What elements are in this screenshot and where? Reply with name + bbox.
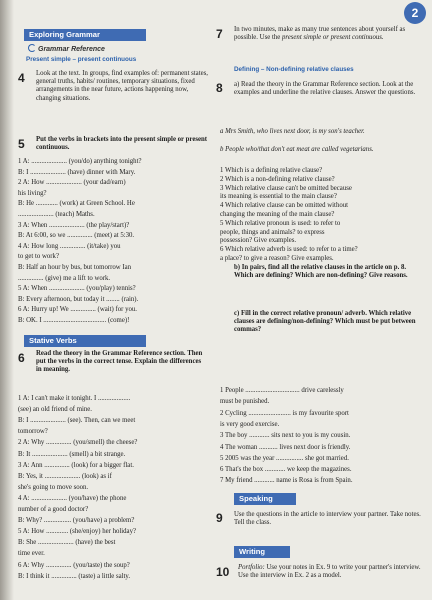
sentence-line: is very good exercise.: [220, 420, 280, 428]
stative-verbs-header: Stative Verbs: [24, 335, 146, 347]
sentence-line: 6 That's the box ............ we keep the magazines.: [220, 466, 352, 474]
dialogue-line: B: Yes, it ..................... (look) as if: [18, 472, 112, 480]
question-line: people, things and animals? to express: [220, 228, 325, 236]
exercise-6-instruction: Read the theory in the Grammar Reference section. Then put the verbs in the correct tense. Explain the differences in meaning.: [36, 350, 203, 374]
exercise-5-instruction: Put the verbs in brackets into the present simple or present continuous.: [36, 136, 208, 152]
speaking-header: Speaking: [234, 493, 296, 505]
dialogue-line: B: He ............. (work) at Green School. He: [18, 200, 135, 208]
dialogue-line: she's going to move soon.: [18, 483, 89, 491]
example-a: a Mrs Smith, who lives next door, is my son's teacher.: [220, 128, 365, 135]
sentence-line: 4 The woman ........... lives next door is friendly.: [220, 443, 351, 451]
dialogue-line: B: OK. I ..................................... (come)!: [18, 317, 130, 324]
dialogue-line: B: I ..................... (see). Then, can we meet: [18, 417, 136, 425]
writing-header: Writing: [234, 546, 290, 558]
dialogue-line: 2 A: Why ............... (you/smell) the cheese?: [18, 439, 138, 447]
exercise-8c-instruction: c) Fill in the correct relative pronoun/ adverb. Which relative clauses are defining/non-defining? Which must be put between commas?: [234, 310, 416, 334]
relative-clauses-title: Defining – Non-defining relative clauses: [234, 66, 354, 73]
dialogue-line: B: I think it ............... (taste) a little salty.: [18, 572, 131, 580]
question-line: 5 Which relative pronoun is used: to refer to: [220, 219, 341, 227]
question-line: 3 Which relative clause can't be omitted because: [220, 184, 352, 192]
dialogue-line: (see) an old friend of mine.: [18, 406, 92, 414]
exercise-8b-instruction: b) In pairs, find all the relative clauses in the article on p. 8. Which are defining? Which are non-defining? Give reasons.: [234, 264, 408, 280]
page-binding-shadow: [0, 0, 14, 600]
sentence-line: 2 Cycling ......................... is my favourite sport: [220, 409, 349, 417]
dialogue-line: his living?: [18, 189, 47, 197]
dialogue-line: 2 A: How ..................... (your dad/earn): [18, 179, 126, 187]
dialogue-line: B: She ..................... (have) the best: [18, 539, 116, 547]
exploring-grammar-header: Exploring Grammar: [24, 29, 146, 41]
example-b: b People who/that don't eat meat are called vegetarians.: [220, 146, 374, 153]
question-line: 2 Which is a non-defining relative clause?: [220, 175, 335, 183]
exercise-9-number: 9: [216, 511, 223, 525]
dialogue-line: 1 A: I can't make it tonight. I ...................: [18, 395, 131, 402]
exercise-8-number: 8: [216, 81, 223, 95]
question-line: changing the meaning of the main clause?: [220, 211, 335, 218]
exercise-4-text: Look at the text. In groups, find examples of: permanent states, general truths, habits/ routines, temporary situations, fixed arrangements in the near future, actions happening now, changing situations.: [36, 70, 208, 102]
dialogue-line: number of a good doctor?: [18, 506, 89, 513]
dialogue-line: B: Why? ................ (you/have) a problem?: [18, 517, 135, 525]
sentence-line: 5 2005 was the year ................ she got married.: [220, 454, 349, 462]
present-simple-title: Present simple – present continuous: [26, 56, 137, 63]
dialogue-line: 6 A: Hurry up! We ............... (wait) for you.: [18, 306, 138, 314]
question-line: its meaning is essential to the main clause?: [220, 193, 337, 201]
question-line: 4 Which relative clause can be omitted without: [220, 202, 349, 210]
exercise-7-number: 7: [216, 27, 223, 41]
sentence-line: 7 My friend ............ name is Rosa is from Spain.: [220, 477, 353, 485]
exercise-10-text: Portfolio: Use your notes in Ex. 9 to write your partner's interview. Use the interview in Ex. 2 as a model.: [238, 564, 421, 580]
sentence-line: 1 People ................................ drive carelessly: [220, 387, 344, 394]
exercise-9-text: Use the questions in the article to interview your partner. Take notes. Tell the class.: [234, 511, 421, 527]
page-number-badge: 2: [404, 2, 426, 24]
sentence-line: 3 The boy ............ sits next to you is my cousin.: [220, 432, 351, 440]
dialogue-line: 4 A: ..................... (you/have) the phone: [18, 494, 127, 502]
sentence-line: must be punished.: [220, 398, 270, 406]
dialogue-line: 5 A: When ..................... (you/play) tennis?: [18, 285, 136, 293]
exercise-5-number: 5: [18, 137, 25, 151]
dialogue-line: tomorrow?: [18, 428, 48, 436]
exercise-10-number: 10: [216, 565, 230, 579]
dialogue-line: time ever.: [18, 550, 45, 558]
dialogue-line: B: It ..................... (smell) a bit strange.: [18, 450, 126, 458]
question-line: a place? to give a reason? Give examples.: [220, 255, 334, 262]
dialogue-line: to get to work?: [18, 253, 59, 261]
grammar-reference-label: Grammar Reference: [28, 44, 105, 54]
dialogue-line: B: At 6:00, so we ............... (meet) at 5:30.: [18, 232, 135, 240]
dialogue-line: 4 A: How long ............... (it/take) you: [18, 242, 121, 250]
dialogue-line: 5 A: How ............. (she/enjoy) her holiday?: [18, 528, 136, 536]
dialogue-line: B: Half an hour by bus, but tomorrow Ian: [18, 264, 132, 271]
dialogue-line: ..................... (teach) Maths.: [18, 211, 95, 218]
dialogue-line: 3 A: Ann ............... (look) for a bigger flat.: [18, 461, 134, 469]
dialogue-line: B: Every afternoon, but today it ........ (rain).: [18, 295, 139, 303]
exercise-8a-instruction: a) Read the theory in the Grammar Reference section. Look at the examples and underline the relative clauses. Answer the questions.: [234, 81, 416, 97]
question-line: 1 Which is a defining relative clause?: [220, 167, 323, 174]
dialogue-line: ............... (give) me a lift to work.: [18, 274, 111, 282]
dialogue-line: 1 A: ..................... (you/do) anything tonight?: [18, 158, 142, 165]
grammar-reference-icon: [28, 44, 36, 52]
dialogue-line: 3 A: When ..................... (the play/start)?: [18, 221, 130, 229]
exercise-6-number: 6: [18, 351, 25, 365]
dialogue-line: 6 A: Why ............... (you/taste) the soup?: [18, 561, 130, 569]
exercise-7-text: In two minutes, make as many true sentences about yourself as possible. Use the present simple or present continuous.: [234, 26, 406, 42]
exercise-4-number: 4: [18, 71, 25, 85]
dialogue-line: B: I ..................... (have) dinner with Mary.: [18, 168, 136, 176]
question-line: 6 Which relative adverb is used: to refer to a time?: [220, 246, 358, 254]
question-line: possession? Give examples.: [220, 237, 297, 245]
